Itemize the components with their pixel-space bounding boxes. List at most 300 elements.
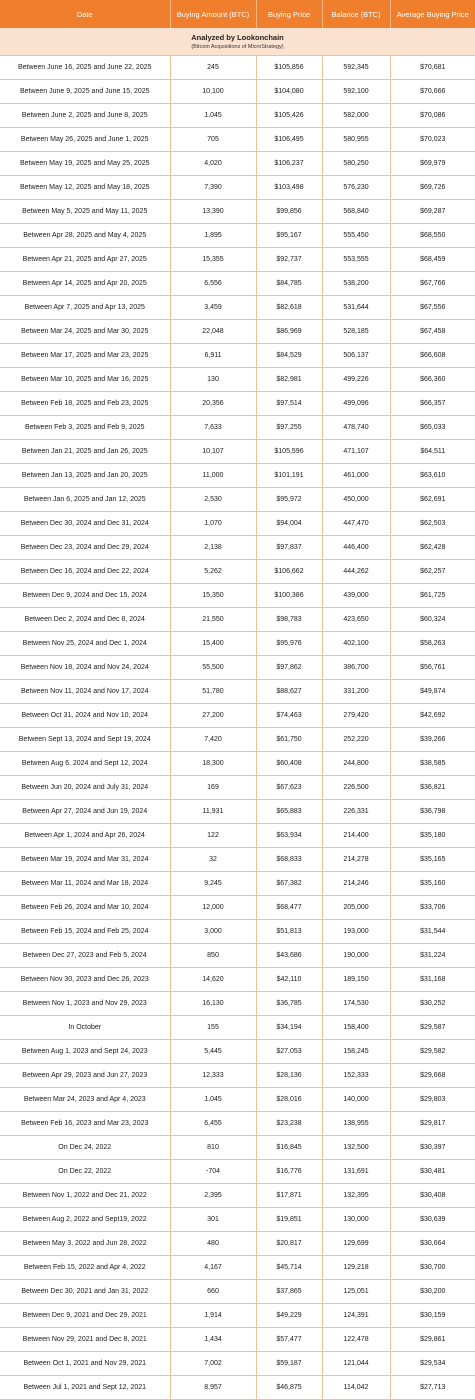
cell-buying-amount: 1,895 [170, 224, 256, 248]
cell-date: Between Dec 9, 2021 and Dec 29, 2021 [0, 1304, 170, 1328]
attribution-banner [0, 28, 475, 56]
cell-date: Between Nov 1, 2023 and Nov 29, 2023 [0, 992, 170, 1016]
cell-buying-amount: 1,434 [170, 1328, 256, 1352]
cell-buying-price: $105,426 [256, 104, 322, 128]
cell-balance: 499,096 [322, 392, 390, 416]
cell-average-buying-price: $30,664 [390, 1232, 475, 1256]
cell-buying-price: $28,136 [256, 1064, 322, 1088]
cell-average-buying-price: $35,160 [390, 872, 475, 896]
cell-buying-price: $46,875 [256, 1376, 322, 1400]
table-row [0, 464, 475, 488]
table-row [0, 752, 475, 776]
table-row [0, 1016, 475, 1040]
cell-buying-price: $100,386 [256, 584, 322, 608]
table-row [0, 632, 475, 656]
cell-average-buying-price: $65,033 [390, 416, 475, 440]
table-row [0, 1376, 475, 1400]
cell-buying-price: $45,714 [256, 1256, 322, 1280]
cell-buying-price: $19,851 [256, 1208, 322, 1232]
cell-balance: 592,100 [322, 80, 390, 104]
table-row [0, 656, 475, 680]
cell-average-buying-price: $30,252 [390, 992, 475, 1016]
cell-buying-amount: 1,045 [170, 104, 256, 128]
cell-date: Between Dec 23, 2024 and Dec 29, 2024 [0, 536, 170, 560]
cell-buying-amount: 2,530 [170, 488, 256, 512]
cell-balance: 252,220 [322, 728, 390, 752]
cell-average-buying-price: $62,257 [390, 560, 475, 584]
header-buying-price: Buying Price [256, 0, 322, 28]
cell-date: Between Nov 29, 2021 and Dec 8, 2021 [0, 1328, 170, 1352]
cell-buying-amount: 21,550 [170, 608, 256, 632]
table-row [0, 512, 475, 536]
cell-date: Between Mar 10, 2025 and Mar 16, 2025 [0, 368, 170, 392]
cell-date: Between Mar 19, 2024 and Mar 31, 2024 [0, 848, 170, 872]
cell-average-buying-price: $36,821 [390, 776, 475, 800]
cell-balance: 124,391 [322, 1304, 390, 1328]
cell-balance: 576,230 [322, 176, 390, 200]
table-row [0, 1232, 475, 1256]
cell-average-buying-price: $69,979 [390, 152, 475, 176]
cell-balance: 331,200 [322, 680, 390, 704]
cell-balance: 114,042 [322, 1376, 390, 1400]
cell-average-buying-price: $70,086 [390, 104, 475, 128]
cell-balance: 555,450 [322, 224, 390, 248]
cell-buying-amount: 850 [170, 944, 256, 968]
cell-buying-amount: 11,000 [170, 464, 256, 488]
cell-average-buying-price: $68,459 [390, 248, 475, 272]
cell-buying-price: $36,785 [256, 992, 322, 1016]
table-row [0, 1280, 475, 1304]
table-row [0, 392, 475, 416]
cell-date: Between Nov 30, 2023 and Dec 26, 2023 [0, 968, 170, 992]
cell-average-buying-price: $31,544 [390, 920, 475, 944]
cell-average-buying-price: $29,861 [390, 1328, 475, 1352]
cell-date: Between Aug 1, 2023 and Sept 24, 2023 [0, 1040, 170, 1064]
header-average-buying-price: Average Buying Price [390, 0, 475, 28]
cell-buying-price: $16,776 [256, 1160, 322, 1184]
cell-date: Between Jan 13, 2025 and Jan 20, 2025 [0, 464, 170, 488]
cell-buying-amount: 301 [170, 1208, 256, 1232]
table-row [0, 344, 475, 368]
table-row [0, 200, 475, 224]
cell-buying-amount: 18,300 [170, 752, 256, 776]
cell-date: Between May 26, 2025 and June 1, 2025 [0, 128, 170, 152]
cell-average-buying-price: $30,200 [390, 1280, 475, 1304]
cell-balance: 244,800 [322, 752, 390, 776]
cell-balance: 214,278 [322, 848, 390, 872]
cell-buying-amount: 13,390 [170, 200, 256, 224]
cell-balance: 538,200 [322, 272, 390, 296]
cell-buying-price: $43,686 [256, 944, 322, 968]
cell-date: Between Nov 11, 2024 and Nov 17, 2024 [0, 680, 170, 704]
cell-average-buying-price: $58,263 [390, 632, 475, 656]
cell-buying-price: $65,883 [256, 800, 322, 824]
cell-buying-price: $99,856 [256, 200, 322, 224]
cell-average-buying-price: $29,668 [390, 1064, 475, 1088]
cell-buying-price: $67,623 [256, 776, 322, 800]
cell-average-buying-price: $29,803 [390, 1088, 475, 1112]
cell-average-buying-price: $30,700 [390, 1256, 475, 1280]
cell-balance: 528,185 [322, 320, 390, 344]
cell-date: On Dec 24, 2022 [0, 1136, 170, 1160]
cell-balance: 439,000 [322, 584, 390, 608]
cell-buying-amount: 2,395 [170, 1184, 256, 1208]
table-row [0, 1184, 475, 1208]
table-row [0, 560, 475, 584]
cell-buying-price: $106,237 [256, 152, 322, 176]
cell-date: Between May 19, 2025 and May 25, 2025 [0, 152, 170, 176]
cell-buying-price: $106,495 [256, 128, 322, 152]
cell-buying-amount: 5,262 [170, 560, 256, 584]
cell-buying-price: $88,627 [256, 680, 322, 704]
cell-buying-amount: 705 [170, 128, 256, 152]
cell-average-buying-price: $30,159 [390, 1304, 475, 1328]
cell-average-buying-price: $66,360 [390, 368, 475, 392]
cell-buying-amount: 9,245 [170, 872, 256, 896]
cell-average-buying-price: $66,608 [390, 344, 475, 368]
cell-balance: 131,691 [322, 1160, 390, 1184]
cell-buying-amount: 55,500 [170, 656, 256, 680]
table-row [0, 1352, 475, 1376]
cell-date: Between Dec 16, 2024 and Dec 22, 2024 [0, 560, 170, 584]
cell-balance: 189,150 [322, 968, 390, 992]
cell-buying-amount: 810 [170, 1136, 256, 1160]
table-row [0, 1136, 475, 1160]
table-row [0, 56, 475, 80]
cell-buying-amount: 27,200 [170, 704, 256, 728]
table-row [0, 872, 475, 896]
cell-date: Between Oct 1, 2021 and Nov 29, 2021 [0, 1352, 170, 1376]
cell-date: Between Jan 21, 2025 and Jan 26, 2025 [0, 440, 170, 464]
table-row [0, 968, 475, 992]
cell-balance: 402,100 [322, 632, 390, 656]
cell-buying-amount: 15,355 [170, 248, 256, 272]
cell-date: Between Apr 21, 2025 and Apr 27, 2025 [0, 248, 170, 272]
cell-date: Between Feb 18, 2025 and Feb 23, 2025 [0, 392, 170, 416]
cell-buying-price: $97,862 [256, 656, 322, 680]
cell-buying-price: $105,596 [256, 440, 322, 464]
table-row [0, 704, 475, 728]
cell-average-buying-price: $29,587 [390, 1016, 475, 1040]
table-row [0, 1328, 475, 1352]
cell-date: Between May 3, 2022 and Jun 28, 2022 [0, 1232, 170, 1256]
cell-balance: 423,650 [322, 608, 390, 632]
cell-buying-amount: 4,167 [170, 1256, 256, 1280]
cell-buying-amount: 15,400 [170, 632, 256, 656]
table-body [0, 28, 475, 1400]
cell-date: Between Apr 1, 2024 and Apr 26, 2024 [0, 824, 170, 848]
cell-buying-price: $61,750 [256, 728, 322, 752]
cell-buying-amount: 6,455 [170, 1112, 256, 1136]
cell-date: Between Dec 27, 2023 and Feb 5, 2024 [0, 944, 170, 968]
table-row [0, 1304, 475, 1328]
cell-average-buying-price: $69,726 [390, 176, 475, 200]
cell-balance: 226,331 [322, 800, 390, 824]
cell-balance: 205,000 [322, 896, 390, 920]
header-balance: Balance (BTC) [322, 0, 390, 28]
table-row [0, 152, 475, 176]
cell-buying-amount: 1,914 [170, 1304, 256, 1328]
cell-balance: 444,262 [322, 560, 390, 584]
cell-balance: 582,000 [322, 104, 390, 128]
cell-buying-amount: 6,911 [170, 344, 256, 368]
cell-date: Between Apr 7, 2025 and Apr 13, 2025 [0, 296, 170, 320]
cell-buying-price: $104,080 [256, 80, 322, 104]
cell-date: Between Nov 1, 2022 and Dec 21, 2022 [0, 1184, 170, 1208]
cell-average-buying-price: $67,458 [390, 320, 475, 344]
attribution-cell [0, 28, 475, 56]
cell-buying-amount: 7,633 [170, 416, 256, 440]
cell-balance: 553,555 [322, 248, 390, 272]
cell-average-buying-price: $30,639 [390, 1208, 475, 1232]
cell-buying-price: $37,865 [256, 1280, 322, 1304]
attribution-subtitle: (Bitcoin Acquisitions of MicroStrategy) [191, 43, 284, 50]
table-row [0, 272, 475, 296]
cell-average-buying-price: $67,766 [390, 272, 475, 296]
table-row [0, 320, 475, 344]
cell-buying-amount: 32 [170, 848, 256, 872]
table-row [0, 584, 475, 608]
table-row [0, 1064, 475, 1088]
cell-balance: 190,000 [322, 944, 390, 968]
cell-balance: 132,395 [322, 1184, 390, 1208]
cell-buying-amount: 3,000 [170, 920, 256, 944]
cell-average-buying-price: $30,397 [390, 1136, 475, 1160]
cell-average-buying-price: $61,725 [390, 584, 475, 608]
cell-buying-price: $95,167 [256, 224, 322, 248]
cell-date: Between May 12, 2025 and May 18, 2025 [0, 176, 170, 200]
cell-buying-amount: 10,107 [170, 440, 256, 464]
cell-average-buying-price: $66,357 [390, 392, 475, 416]
cell-average-buying-price: $29,534 [390, 1352, 475, 1376]
cell-buying-price: $97,514 [256, 392, 322, 416]
cell-buying-amount: 6,556 [170, 272, 256, 296]
cell-balance: 506,137 [322, 344, 390, 368]
cell-buying-price: $86,969 [256, 320, 322, 344]
cell-date: Between Aug 6, 2024 and Sept 12, 2024 [0, 752, 170, 776]
cell-average-buying-price: $29,582 [390, 1040, 475, 1064]
cell-balance: 461,000 [322, 464, 390, 488]
table-row [0, 824, 475, 848]
table-row [0, 488, 475, 512]
cell-date: Between Mar 17, 2025 and Mar 23, 2025 [0, 344, 170, 368]
cell-balance: 499,226 [322, 368, 390, 392]
cell-average-buying-price: $35,180 [390, 824, 475, 848]
cell-buying-amount: 14,620 [170, 968, 256, 992]
cell-date: Between Nov 25, 2024 and Dec 1, 2024 [0, 632, 170, 656]
cell-date: Between Apr 27, 2024 and Jun 19, 2024 [0, 800, 170, 824]
cell-balance: 568,840 [322, 200, 390, 224]
cell-buying-amount: 5,445 [170, 1040, 256, 1064]
table-header [0, 0, 475, 28]
cell-average-buying-price: $30,408 [390, 1184, 475, 1208]
cell-average-buying-price: $70,666 [390, 80, 475, 104]
cell-date: Between Apr 29, 2023 and Jun 27, 2023 [0, 1064, 170, 1088]
cell-buying-amount: 660 [170, 1280, 256, 1304]
cell-date: Between Dec 9, 2024 and Dec 15, 2024 [0, 584, 170, 608]
table-row [0, 1112, 475, 1136]
cell-balance: 386,700 [322, 656, 390, 680]
table-row [0, 944, 475, 968]
table-row [0, 248, 475, 272]
cell-date: Between Dec 30, 2024 and Dec 31, 2024 [0, 512, 170, 536]
cell-buying-price: $23,238 [256, 1112, 322, 1136]
cell-buying-amount: 245 [170, 56, 256, 80]
cell-buying-price: $82,981 [256, 368, 322, 392]
cell-date: Between Apr 28, 2025 and May 4, 2025 [0, 224, 170, 248]
cell-buying-price: $97,255 [256, 416, 322, 440]
cell-buying-price: $82,618 [256, 296, 322, 320]
cell-date: Between Apr 14, 2025 and Apr 20, 2025 [0, 272, 170, 296]
cell-buying-amount: 12,333 [170, 1064, 256, 1088]
cell-date: Between Aug 2, 2022 and Sept19, 2022 [0, 1208, 170, 1232]
cell-date: Between Dec 30, 2021 and Jan 31, 2022 [0, 1280, 170, 1304]
cell-date: Between Oct 31, 2024 and Nov 10, 2024 [0, 704, 170, 728]
cell-date: Between June 16, 2025 and June 22, 2025 [0, 56, 170, 80]
cell-average-buying-price: $49,874 [390, 680, 475, 704]
cell-date: Between Jul 1, 2021 and Sept 12, 2021 [0, 1376, 170, 1400]
cell-balance: 580,250 [322, 152, 390, 176]
cell-average-buying-price: $27,713 [390, 1376, 475, 1400]
cell-buying-price: $42,110 [256, 968, 322, 992]
cell-buying-price: $97,837 [256, 536, 322, 560]
table-row [0, 608, 475, 632]
cell-buying-price: $84,529 [256, 344, 322, 368]
table-row [0, 536, 475, 560]
cell-balance: 214,246 [322, 872, 390, 896]
cell-buying-amount: 20,356 [170, 392, 256, 416]
cell-average-buying-price: $36,798 [390, 800, 475, 824]
cell-average-buying-price: $70,023 [390, 128, 475, 152]
table-row [0, 440, 475, 464]
cell-balance: 174,530 [322, 992, 390, 1016]
cell-balance: 279,420 [322, 704, 390, 728]
cell-average-buying-price: $56,761 [390, 656, 475, 680]
cell-average-buying-price: $70,681 [390, 56, 475, 80]
cell-buying-price: $95,972 [256, 488, 322, 512]
cell-buying-price: $101,191 [256, 464, 322, 488]
cell-buying-amount: 1,045 [170, 1088, 256, 1112]
cell-balance: 447,470 [322, 512, 390, 536]
cell-balance: 140,000 [322, 1088, 390, 1112]
cell-buying-amount: 51,780 [170, 680, 256, 704]
table-row [0, 992, 475, 1016]
cell-balance: 471,107 [322, 440, 390, 464]
cell-buying-amount: 15,350 [170, 584, 256, 608]
cell-balance: 130,000 [322, 1208, 390, 1232]
cell-average-buying-price: $35,165 [390, 848, 475, 872]
cell-buying-amount: 7,420 [170, 728, 256, 752]
cell-buying-amount: 8,957 [170, 1376, 256, 1400]
cell-buying-price: $92,737 [256, 248, 322, 272]
cell-buying-price: $103,498 [256, 176, 322, 200]
attribution-title: Analyzed by Lookonchain [191, 32, 284, 42]
cell-average-buying-price: $31,168 [390, 968, 475, 992]
table-row [0, 104, 475, 128]
table-row [0, 848, 475, 872]
cell-average-buying-price: $60,324 [390, 608, 475, 632]
table-row [0, 128, 475, 152]
table-row [0, 1160, 475, 1184]
cell-buying-price: $59,187 [256, 1352, 322, 1376]
cell-balance: 132,500 [322, 1136, 390, 1160]
cell-balance: 129,218 [322, 1256, 390, 1280]
table-row [0, 176, 475, 200]
cell-average-buying-price: $33,706 [390, 896, 475, 920]
table-row [0, 800, 475, 824]
cell-average-buying-price: $62,503 [390, 512, 475, 536]
cell-buying-price: $74,463 [256, 704, 322, 728]
header-row [0, 0, 475, 28]
table-row [0, 80, 475, 104]
cell-buying-amount: 16,130 [170, 992, 256, 1016]
cell-average-buying-price: $39,266 [390, 728, 475, 752]
cell-buying-price: $106,662 [256, 560, 322, 584]
cell-date: Between Feb 16, 2023 and Mar 23, 2023 [0, 1112, 170, 1136]
cell-date: Between Feb 15, 2022 and Apr 4, 2022 [0, 1256, 170, 1280]
cell-date: Between Mar 24, 2025 and Mar 30, 2025 [0, 320, 170, 344]
cell-buying-amount: 12,000 [170, 896, 256, 920]
cell-balance: 122,478 [322, 1328, 390, 1352]
table-row [0, 1040, 475, 1064]
cell-balance: 478,740 [322, 416, 390, 440]
cell-average-buying-price: $64,511 [390, 440, 475, 464]
cell-buying-amount: 4,020 [170, 152, 256, 176]
cell-balance: 158,245 [322, 1040, 390, 1064]
cell-balance: 152,333 [322, 1064, 390, 1088]
cell-date: Between Jan 6, 2025 and Jan 12, 2025 [0, 488, 170, 512]
cell-buying-price: $68,477 [256, 896, 322, 920]
cell-date: Between Jun 20, 2024 and July 31, 2024 [0, 776, 170, 800]
cell-buying-price: $63,934 [256, 824, 322, 848]
cell-buying-amount: 7,002 [170, 1352, 256, 1376]
cell-balance: 193,000 [322, 920, 390, 944]
table-row [0, 1208, 475, 1232]
cell-date: Between June 9, 2025 and June 15, 2025 [0, 80, 170, 104]
header-buying-amount: Buying Amount (BTC) [170, 0, 256, 28]
cell-average-buying-price: $62,428 [390, 536, 475, 560]
cell-buying-amount: 480 [170, 1232, 256, 1256]
cell-buying-price: $16,845 [256, 1136, 322, 1160]
cell-date: Between Feb 26, 2024 and Mar 10, 2024 [0, 896, 170, 920]
cell-balance: 592,345 [322, 56, 390, 80]
cell-buying-price: $27,053 [256, 1040, 322, 1064]
cell-buying-price: $84,785 [256, 272, 322, 296]
cell-buying-price: $17,871 [256, 1184, 322, 1208]
cell-date: Between Mar 24, 2023 and Apr 4, 2023 [0, 1088, 170, 1112]
cell-date: In October [0, 1016, 170, 1040]
cell-balance: 129,699 [322, 1232, 390, 1256]
cell-buying-amount: 11,931 [170, 800, 256, 824]
cell-buying-amount: 7,390 [170, 176, 256, 200]
cell-buying-amount: 122 [170, 824, 256, 848]
table-row [0, 896, 475, 920]
table-row [0, 680, 475, 704]
cell-buying-amount: 1,070 [170, 512, 256, 536]
cell-buying-price: $94,004 [256, 512, 322, 536]
cell-date: Between Dec 2, 2024 and Dec 8, 2024 [0, 608, 170, 632]
table-row [0, 416, 475, 440]
cell-buying-amount: 155 [170, 1016, 256, 1040]
cell-date: Between May 5, 2025 and May 11, 2025 [0, 200, 170, 224]
table-row [0, 728, 475, 752]
cell-buying-price: $95,976 [256, 632, 322, 656]
table-row [0, 920, 475, 944]
cell-date: Between Nov 18, 2024 and Nov 24, 2024 [0, 656, 170, 680]
table-row [0, 368, 475, 392]
cell-buying-price: $57,477 [256, 1328, 322, 1352]
header-date: Date [0, 0, 170, 28]
